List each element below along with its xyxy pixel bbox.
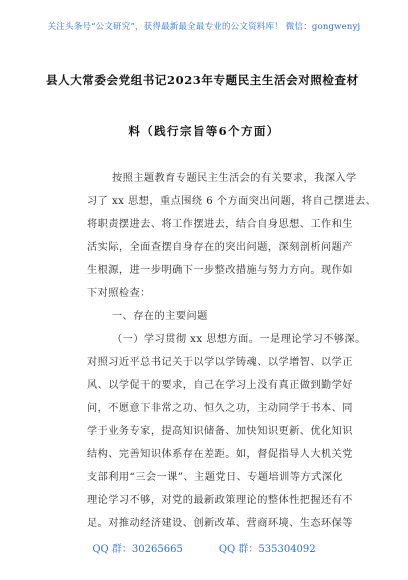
footer-qq-group-1[interactable]: QQ 群：30265665: [92, 544, 183, 555]
body-line: 足。对推动经济建设、创新改革、营商环境、生态环保等: [87, 518, 353, 529]
document-title-line-2: 料（践行宗旨等6个方面）: [128, 124, 280, 138]
body-line: 将职责摆进去、将工作摆进去，结合自身思想、工作和生: [87, 219, 353, 230]
body-line: 活实际，全面查摆自身存在的突出问题，深刻剖析问题产: [87, 242, 353, 253]
body-line: 风、以学促干的要求，自己在学习上没有真正做到勤学好: [87, 380, 353, 391]
body-line: 问，不愿意下非常之功、恒久之功，主动同学于书本、同: [87, 403, 353, 414]
body-line: 理论学习不够，对党的最新政策理论的整体性把握还有不: [87, 495, 353, 506]
body-line: 习了 xx 思想，重点围绕 6 个方面突出问题，将自己摆进去、: [87, 196, 377, 207]
section-heading: 一、存在的主要问题: [112, 311, 208, 322]
document-title-line-1: 县人大常委会党组书记2023年专题民主生活会对照检查材: [46, 73, 359, 87]
body-line: 学于业务专家，提高知识储备、加快知识更新、优化知识: [87, 426, 353, 437]
subsection-heading: （一）学习贯彻 xx 思想方面。一是理论学习不够深。: [112, 334, 366, 345]
body-line: 生根源，进一步明确下一步整改措施与努力方向。现作如: [87, 265, 353, 276]
header-watermark[interactable]: 关注头条号“公文研究”，获得最新最全最专业的公文资料库！ 微信：gongwenyj: [47, 22, 361, 32]
footer-watermark: [0, 540, 408, 555]
body-line: 按照主题教育专题民主生活会的有关要求，我深入学: [112, 173, 357, 184]
body-line: 对照习近平总书记关于以学以学铸魂、以学增智、以学正: [87, 357, 353, 368]
body-line: 结构、完善知识体系存在差距。如，督促指导人大机关党: [87, 449, 353, 460]
body-line: 下对照检查：: [87, 288, 151, 299]
footer-qq-group-2[interactable]: QQ 群：535304092: [218, 544, 316, 555]
body-line: 支部利用“三会一课”、主题党日、专题培训等方式深化: [87, 472, 343, 483]
